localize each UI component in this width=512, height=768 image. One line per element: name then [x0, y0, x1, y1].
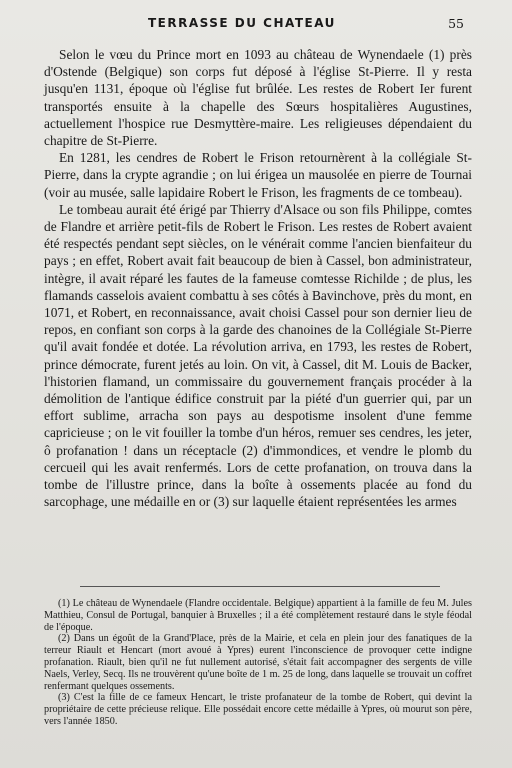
body-text: [44, 46, 472, 510]
footnote: (2) Dans un égoût de la Grand'Place, près de la Mairie, et cela en plein jour des fanatiques de la terreur Riault et Hencart (mort avoué à Ypres) eurent l'inconscience de provoquer cette indigne profanation. Riault, bien qu'il ne fut nullement autorisé, s'était fait accompagner des sergents de ville Naels, Verley, Secq. Ils ne trouvèrent qu'une boîte de 1 m. 25 de long, dans laquelle se trouvait un coffret renfermant quelques ossements.: [44, 633, 472, 692]
footnotes: [44, 598, 472, 728]
running-title: TERRASSE DU CHATEAU: [148, 16, 336, 30]
paragraph: En 1281, les cendres de Robert le Frison retournèrent à la collégiale St-Pierre, dans la crypte agrandie ; on lui érigea un mausolée en pierre de Tournai (voir au musée, salle lapidaire Robert le Frison, les fragments de ce tombeau).: [44, 150, 472, 200]
paragraph: Selon le vœu du Prince mort en 1093 au château de Wynendaele (1) près d'Ostende (Belgique) son corps fut déposé à l'église St-Pierre. Il y resta jusqu'en 1131, époque où l'église fut brûlée. Les restes de Robert Ier furent transportés ensuite à la chapelle des Sœurs hospitalières Augustines, actuellement l'hospice rue Desmyttère-maire. Les religieuses dépendaient du chapitre de St-Pierre.: [44, 47, 472, 149]
page-header: [56, 16, 464, 34]
footnote-separator: [80, 586, 440, 587]
paragraph: Le tombeau aurait été érigé par Thierry d'Alsace ou son fils Philippe, comtes de Flandre et arrière petit-fils de Robert le Frison. Les restes de Robert avaient été respectés pendant sept siècles, on le vénérait comme l'ancien bienfaiteur du pays ; en effet, Robert avait fait beaucoup de bien à Cassel, bon administrateur, intègre, il avait réparé les fautes de la fameuse comtesse Richilde ; de plus, les flamands casselois avaient combattu à ses côtés à Bavinchove, près du mont, en 1071, et Robert, en reconnaissance, avait choisi Cassel pour son dernier lieu de repos, en confiant son corps à la garde des chanoines de la Collégiale St-Pierre qu'il avait fondée et dotée. La révolution arriva, en 1793, les restes de Robert, prince démocrate, furent jetés au loin. On vit, à Cassel, dit M. Louis de Backer, l'historien flamand, un commissaire du gouvernement français procéder à la démolition de l'antique édifice construit par la piété d'un guerrier qui, par un effort sublime, arracha son pays au despotisme insolent d'une femme capricieuse ; on le vit fouiller la tombe d'un héros, remuer ses cendres, les jeter, ô profanation ! dans un réceptacle (2) d'immondices, et vendre le plomb du cercueil qui les avait renfermés. Lors de cette profanation, on trouva dans la tombe de l'illustre prince, dans la boîte à ossements placée au fond du sarcophage, une médaille en or (3) sur laquelle étaient représentées les armes: [44, 201, 472, 510]
page-number: 55: [448, 16, 464, 31]
footnote: (1) Le château de Wynendaele (Flandre occidentale. Belgique) appartient à la famille de feu M. Jules Matthieu, Consul de Portugal, banquier à Bruxelles ; il a été complètement restauré dans le style féodal de l'époque.: [44, 598, 472, 633]
footnote: (3) C'est la fille de ce fameux Hencart, le triste profanateur de la tombe de Robert, qui devint la propriétaire de cette précieuse relique. Elle possédait encore cette médaille à Ypres, où mourut son père, vers l'année 1850.: [44, 692, 472, 727]
